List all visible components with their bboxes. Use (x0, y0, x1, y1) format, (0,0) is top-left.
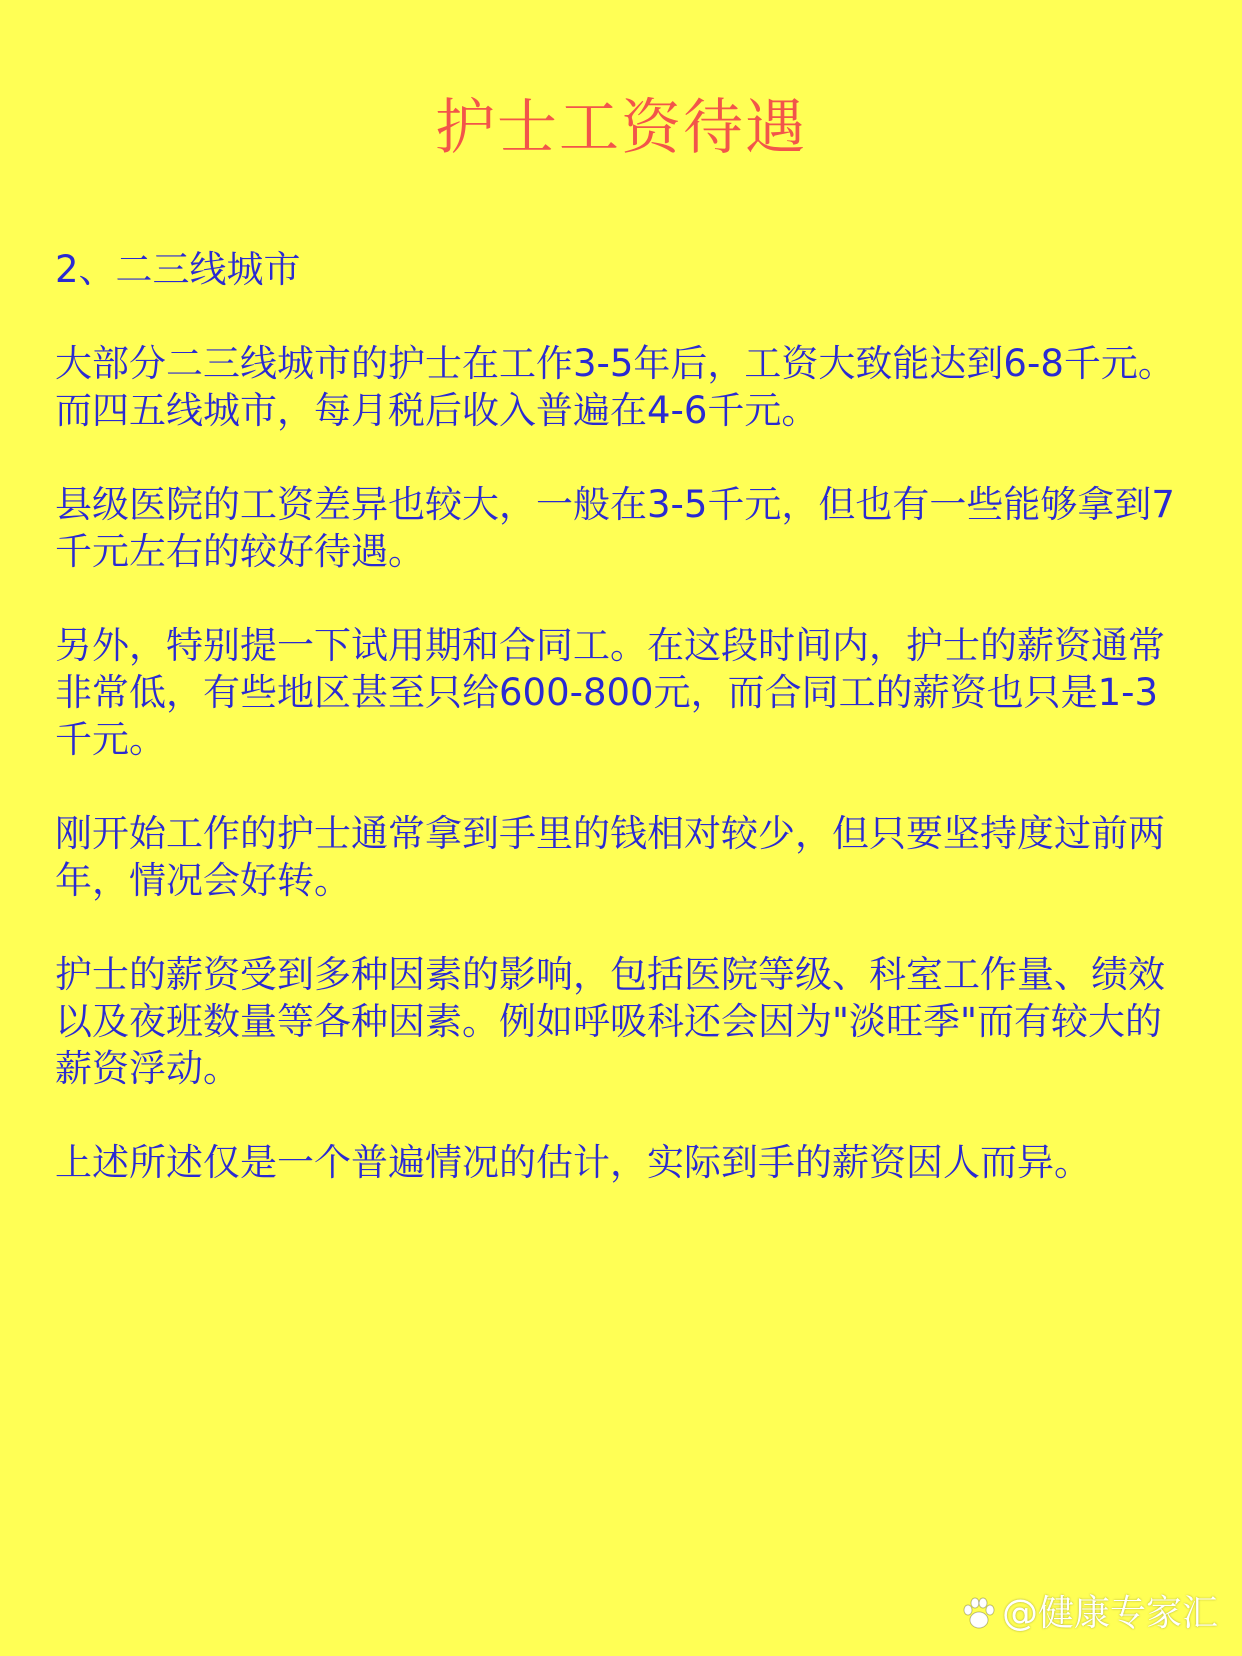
page-title: 护士工资待遇 (435, 93, 807, 163)
paragraph-4: 刚开始工作的护士通常拿到手里的钱相对较少，但只要坚持度过前两年，情况会好转。 (55, 812, 1165, 902)
section-heading: 2、二三线城市 (55, 248, 301, 291)
paragraph-5: 护士的薪资受到多种因素的影响，包括医院等级、科室工作量、绩效以及夜班数量等各种因素。例如呼吸科还会因为"淡旺季"而有较大的薪资浮动。 (55, 953, 1165, 1090)
paragraph-3: 另外，特别提一下试用期和合同工。在这段时间内，护士的薪资通常非常低，有些地区甚至只给600-800元，而合同工的薪资也只是1-3千元。 (55, 624, 1165, 761)
article-body (55, 246, 1190, 1233)
watermark (960, 1592, 1218, 1636)
watermark-text: @健康专家汇 (1001, 1593, 1218, 1634)
paragraph-2: 县级医院的工资差异也较大，一般在3-5千元，但也有一些能够拿到7千元左右的较好待遇。 (55, 483, 1175, 573)
paragraph-1: 大部分二三线城市的护士在工作3-5年后，工资大致能达到6-8千元。而四五线城市，每月税后收入普遍在4-6千元。 (55, 342, 1175, 432)
paw-icon (960, 1595, 998, 1633)
paragraph-6: 上述所述仅是一个普遍情况的估计，实际到手的薪资因人而异。 (55, 1141, 1091, 1184)
